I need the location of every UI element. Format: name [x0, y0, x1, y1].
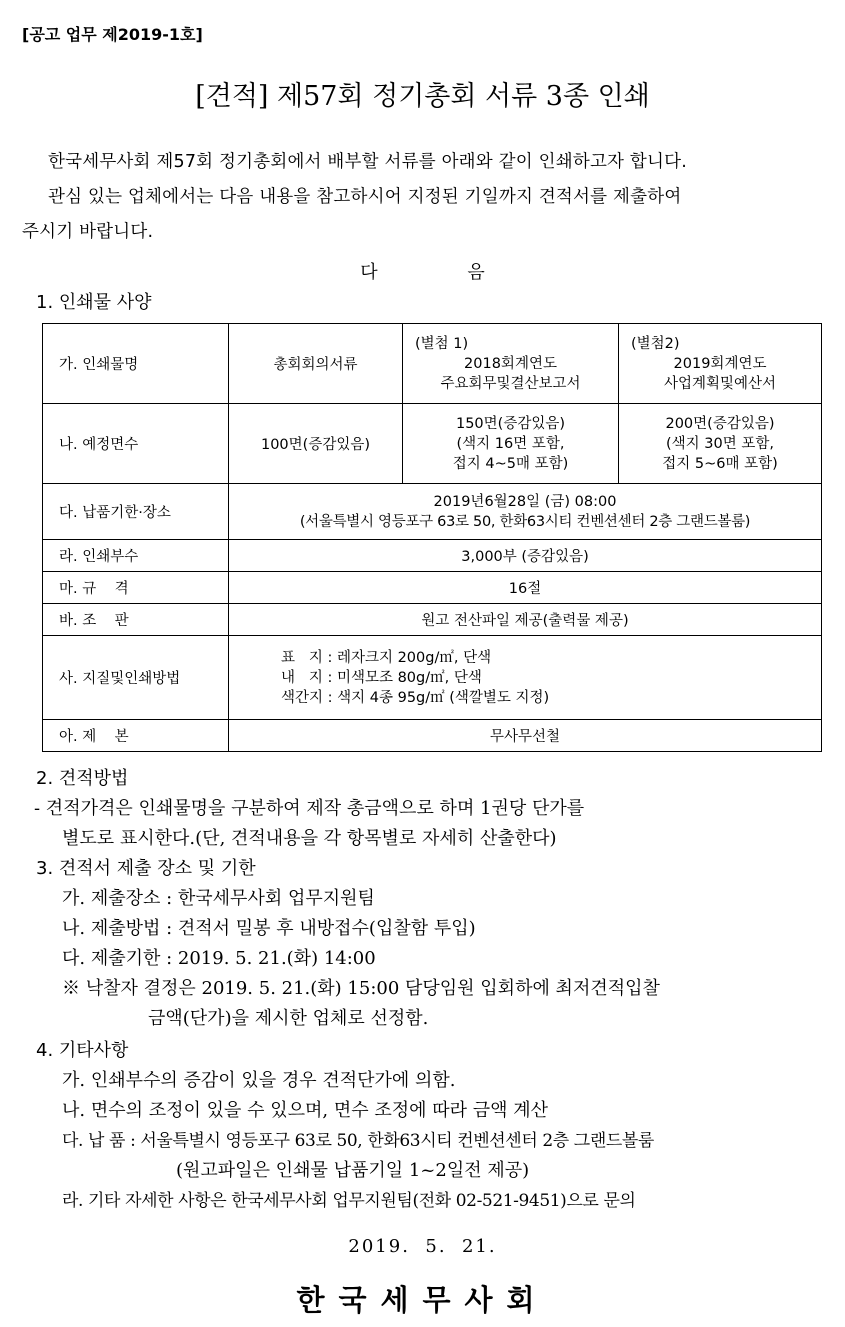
cell-paper [229, 636, 822, 720]
cell-pages-general: 100면(증감있음) [229, 404, 403, 484]
pages-attach-1-line-1: 150면(증감있음) [455, 415, 566, 432]
section-4-item-d: 라. 기타 자세한 사항은 한국세무사회 업무지원팀(전화 02-521-9451)으로 문의 [62, 1191, 636, 1211]
row-label-binding: 아. 제 본 [43, 720, 229, 752]
section-3-note-line-1: ※ 낙찰자 결정은 2019. 5. 21.(화) 15:00 담당임원 입회하에 최저견적입찰 [62, 978, 660, 999]
section-3-note-line-2: 금액(단가)을 제시한 업체로 선정함. [148, 1008, 429, 1029]
notice-number: [공고 업무 제2019-1호] [22, 25, 203, 44]
paper-line-2: 내 지 : 미색모조 80g/㎡, 단색 [281, 669, 482, 686]
section-2-line-2: 별도로 표시한다.(단, 견적내용을 각 항목별로 자세히 산출한다) [62, 828, 557, 849]
pages-attach-2-line-3: 접지 5~6매 포함) [662, 455, 778, 472]
section-2-line-1: - 견적가격은 인쇄물명을 구분하여 제작 총금액으로 하며 1권당 단가를 [34, 798, 585, 819]
section-2-heading: 2. 견적방법 [36, 768, 129, 789]
cell-name-attach-2 [619, 324, 822, 404]
pages-attach-2-line-2: (색지 30면 포함, [666, 435, 774, 452]
row-label-size: 마. 규 격 [43, 572, 229, 604]
cell-pages-attach-1 [403, 404, 619, 484]
cell-name-attach-1 [403, 324, 619, 404]
row-label-paper: 사. 지질및인쇄방법 [43, 636, 229, 720]
document-date: 2019. 5. 21. [348, 1236, 497, 1257]
section-4-item-a: 가. 인쇄부수의 증감이 있을 경우 견적단가에 의함. [62, 1070, 456, 1091]
table-row [43, 720, 822, 752]
attach-2-line-2: 사업계획및예산서 [663, 375, 777, 392]
attach-1-line-2: 주요회무및결산보고서 [440, 375, 581, 392]
attach-1-tag: (별첨 1) [415, 335, 469, 352]
cell-pages-attach-2 [619, 404, 822, 484]
intro-line-2: 관심 있는 업체에서는 다음 내용을 참고하시어 지정된 기일까지 견적서를 제출하여 [48, 187, 682, 207]
pages-attach-2-line-1: 200면(증감있음) [665, 415, 775, 432]
section-3-item-b: 나. 제출방법 : 견적서 밀봉 후 내방접수(입찰함 투입) [62, 918, 476, 939]
attach-2-tag: (별첨2) [631, 335, 680, 352]
center-heading: 다 음 [360, 262, 527, 283]
attach-2-line-1: 2019회계연도 [673, 355, 767, 372]
print-spec-table [42, 323, 822, 752]
intro-line-3: 주시기 바랍니다. [22, 222, 154, 242]
table-row [43, 572, 822, 604]
attach-1-line-1: 2018회계연도 [464, 355, 557, 372]
table-row [43, 484, 822, 540]
section-4-item-c: 다. 납 품 : 서울특별시 영등포구 63로 50, 한화63시티 컨벤션센터 2층 그랜드볼룸 [62, 1131, 654, 1151]
row-label-copies: 라. 인쇄부수 [43, 540, 229, 572]
pages-attach-1-line-3: 접지 4~5매 포함) [452, 455, 569, 472]
cell-binding: 무사무선철 [229, 720, 822, 752]
section-3-item-a: 가. 제출장소 : 한국세무사회 업무지원팀 [62, 888, 375, 909]
organization-name: 한국세무사회 [296, 1283, 549, 1317]
paper-line-3: 색간지 : 색지 4종 95g/㎡ (색깔별도 지정) [281, 689, 550, 706]
row-label-delivery: 다. 납품기한·장소 [43, 484, 229, 540]
section-4-heading: 4. 기타사항 [36, 1040, 129, 1061]
cell-copies: 3,000부 (증감있음) [229, 540, 822, 572]
section-1-heading: 1. 인쇄물 사양 [36, 292, 152, 313]
delivery-line-2: (서울특별시 영등포구 63로 50, 한화63시티 컨벤션센터 2층 그랜드볼룸) [299, 513, 751, 530]
table-row [43, 324, 822, 404]
paper-line-1: 표 지 : 레자크지 200g/㎡, 단색 [281, 649, 492, 666]
table-row [43, 604, 822, 636]
table-row [43, 540, 822, 572]
section-4-item-c-note: (원고파일은 인쇄물 납품기일 1~2일전 제공) [176, 1160, 530, 1181]
delivery-line-1: 2019년6월28일 (금) 08:00 [433, 493, 617, 510]
section-3-heading: 3. 견적서 제출 장소 및 기한 [36, 858, 256, 879]
pages-attach-1-line-2: (색지 16면 포함, [456, 435, 565, 452]
row-label-pages: 나. 예정면수 [43, 404, 229, 484]
row-label-item-name: 가. 인쇄물명 [43, 324, 229, 404]
row-label-plate: 바. 조 판 [43, 604, 229, 636]
cell-delivery [229, 484, 822, 540]
section-3-item-c: 다. 제출기한 : 2019. 5. 21.(화) 14:00 [62, 948, 376, 969]
document-title: [견적] 제57회 정기총회 서류 3종 인쇄 [195, 81, 650, 112]
intro-line-1: 한국세무사회 제57회 정기총회에서 배부할 서류를 아래와 같이 인쇄하고자 합니다. [48, 152, 687, 172]
cell-size: 16절 [229, 572, 822, 604]
table-row [43, 636, 822, 720]
cell-plate: 원고 전산파일 제공(출력물 제공) [229, 604, 822, 636]
table-row [43, 404, 822, 484]
section-4-item-b: 나. 면수의 조정이 있을 수 있으며, 면수 조정에 따라 금액 계산 [62, 1100, 548, 1121]
cell-name-general: 총회회의서류 [229, 324, 403, 404]
